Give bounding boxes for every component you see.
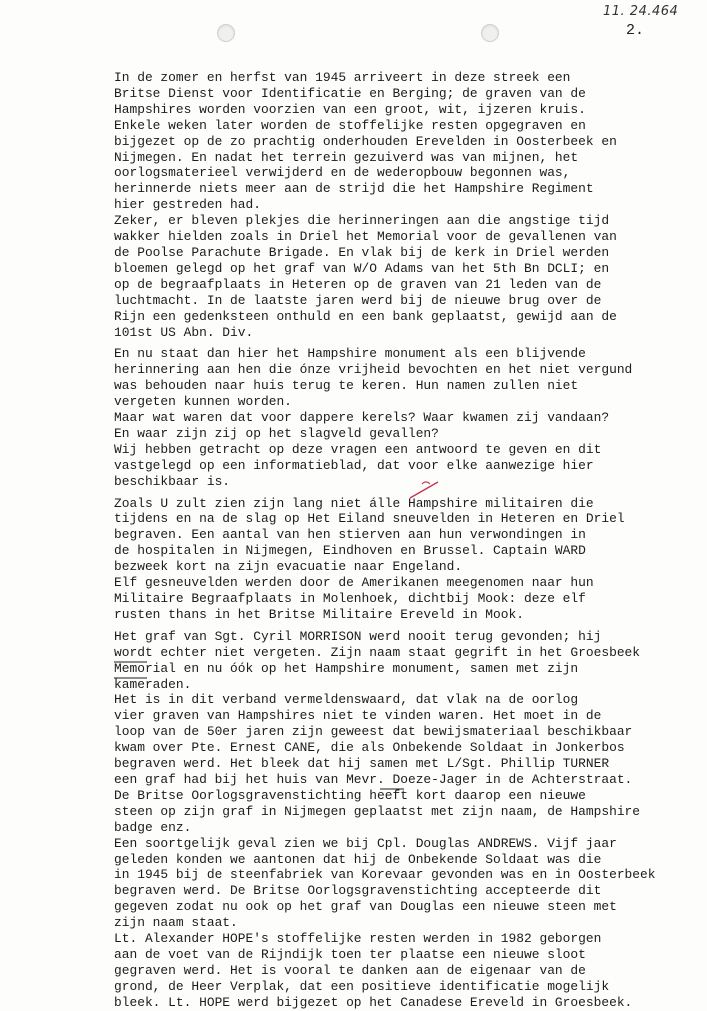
paragraph-burials: Zoals U zult zien zijn lang niet álle Hampshire militairen die tijdens en na de slag op Het Eiland sneuvelden in Heteren en Driel begraven. Een aantal van hen stierven aan hun verwondingen in de hospitalen in Nijmegen, Eindhoven en Brussel. Captain WARD bezweek kort na zijn evacuatie naar Engeland. Elf gesneuvelden werden door de Amerikanen meegenomen naar hun Militaire Begraafplaats in Molenhoek, dichtbij Mook: deze elf rusten thans in het Britse Militaire Ereveld in Mook.: [114, 495, 625, 622]
paragraph-missing-graves: Het graf van Sgt. Cyril MORRISON werd nooit terug gevonden; hij wordt echter niet vergeten. Zijn naam staat gegrift in het Groesbeek Memorial en nu óók op het Hampshire monument, samen met zijn kameraden. Het is in dit verband vermeldenswaard, dat vlak na de oorlog vier graven van Hampshires niet te vinden waren. Het moet in de loop van de 50er jaren zijn geweest dat bewijsmateriaal beschikbaar kwam over Pte. Ernest CANE, die als Onbekende Soldaat in Jonkerbos begraven werd. Het bleek dat hij samen met L/Sgt. Phillip TURNER een graf had bij het huis van Mevr. Doeze-Jager in de Achterstraat. De Britse Oorlogsgravenstichting heeft kort daarop een nieuwe steen op zijn graf in Nijmegen geplaatst met zijn naam, de Hampshire badge enz. Een soortgelijk geval zien we bij Cpl. Douglas ANDREWS. Vijf jaar geleden konden we aantonen dat hij de Onbekende Soldaat was die in 1945 bij de steenfabriek van Korevaar gevonden was en in Oosterbeek begraven werd. De Britse Oorlogsgravenstichting accepteerde dit gegeven zodat nu ook op het graf van Douglas een nieuwe steen met zijn naam staat. Lt. Alexander HOPE's stoffelijke resten werden in 1982 geborgen aan de voet van de Rijndijk toen ter plaatse een nieuwe sloot gegraven werd. Het is vooral te danken aan de eigenaar van de grond, de Heer Verplak, dat een positieve identificatie mogelijk bleek. Lt. HOPE werd bijgezet op het Canadese Ereveld in Groesbeek.: [114, 628, 656, 1010]
punch-hole-right: [481, 24, 499, 42]
paragraph-postwar-graves: In de zomer en herfst van 1945 arriveert in deze streek een Britse Dienst voor Identificatie en Berging; de graven van de Hampshires worden voorzien van een groot, wit, ijzeren kruis. Enkele weken later worden de stoffelijke resten opgegraven en bijgezet op de zo prachtig onderhouden Erevelden in Oosterbeek en Nijmegen. En nadat het terrein gezuiverd was van mijnen, het oorlogsmaterieel verwijderd en de wederopbouw begonnen was, herinnerde niets meer aan de strijd die het Hampshire Regiment hier gestreden had. Zeker, er bleven plekjes die herinneringen aan die angstige tijd wakker hielden zoals in Driel het Memorial voor de gevallenen van de Poolse Parachute Brigade. En vlak bij de kerk in Driel werden bloemen gelegd op het graf van W/O Adams van het 5th Bn DCLI; en op de begraafplaats in Heteren op de graven van 21 leden van de luchtmacht. In de laatste jaren werd bij de nieuwe brug over de Rijn een gedenksteen onthuld en een bank geplaatst, gewijd aan de 101st US Abn. Div.: [114, 70, 617, 340]
page-number: 2.: [626, 22, 645, 39]
punch-hole-left: [217, 24, 235, 42]
paragraph-monument: En nu staat dan hier het Hampshire monument als een blijvende herinnering aan hen die ónze vrijheid bevochten en het niet vergund was behouden naar huis terug te keren. Hun namen zullen niet vergeten kunnen worden. Maar wat waren dat voor dappere kerels? Waar kwamen zij vandaan? En waar zijn zij op het slagveld gevallen? Wij hebben getracht op deze vragen een antwoord te geven en dit vastgelegd op een informatieblad, dat voor elke aanwezige hier beschikbaar is.: [114, 346, 633, 489]
typed-body: [114, 70, 704, 1011]
archive-reference: 11. 24.464: [603, 4, 679, 19]
